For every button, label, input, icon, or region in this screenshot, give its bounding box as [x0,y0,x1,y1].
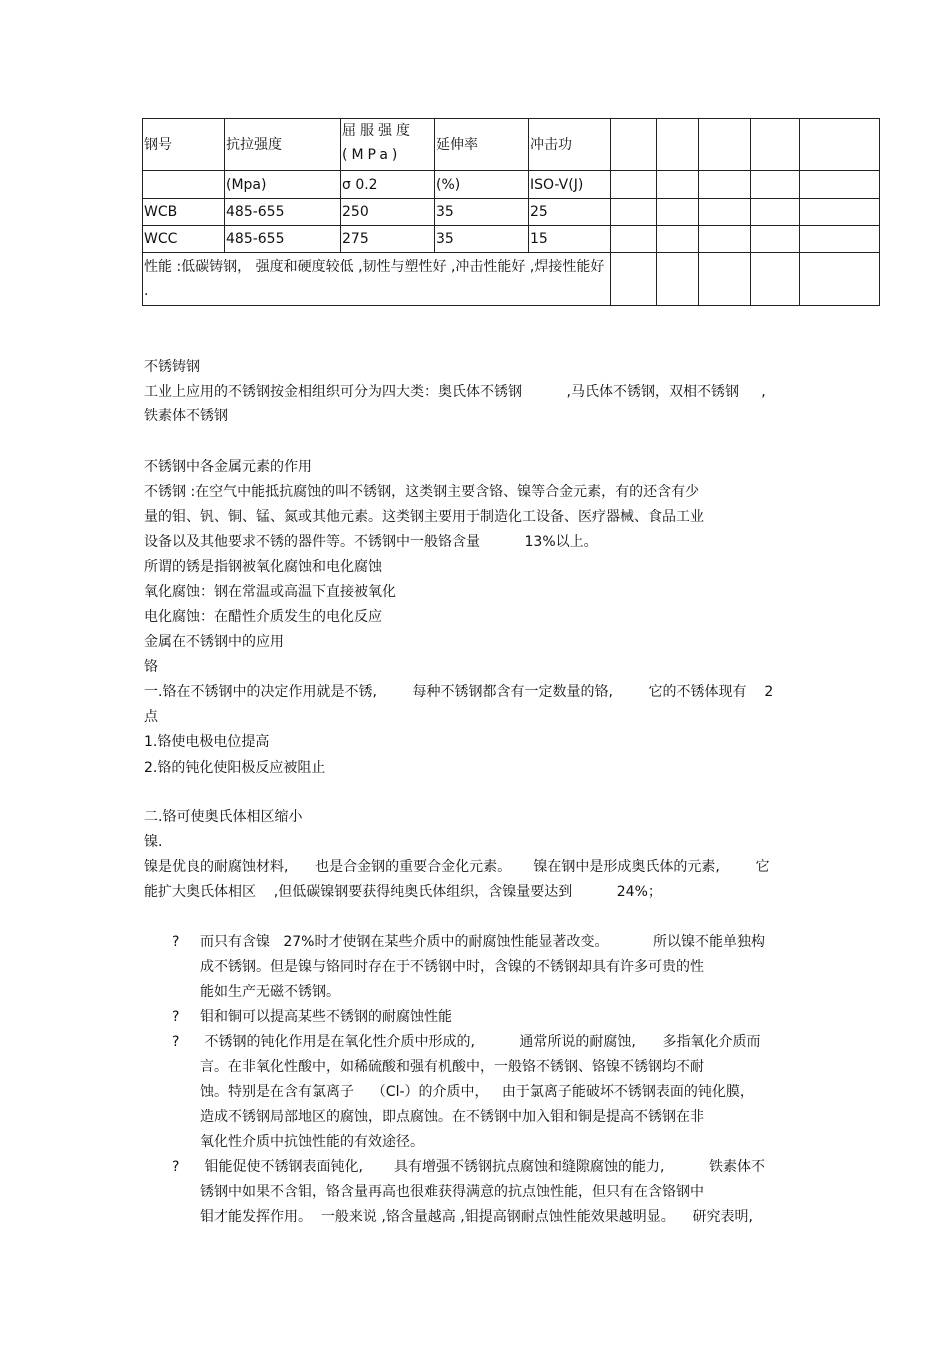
section-title-elements: 不锈钢中各金属元素的作用 [144,459,312,475]
section-title-chromium: 铬 [144,659,158,675]
empty-cell [699,119,751,171]
paragraph-line: 一.铬在不锈钢中的决定作用就是不锈, 每种不锈钢都含有一定数量的铬, 它的不锈体现有 2 [144,684,774,700]
paragraph-line: 电化腐蚀：在醋性介质发生的电化反应 [144,609,382,625]
paragraph-line: 二.铬可使奥氏体相区缩小 [144,809,303,825]
paragraph-line: 所谓的锈是指钢被氧化腐蚀和电化腐蚀 [144,559,382,575]
empty-cell [611,226,657,253]
empty-cell [657,119,699,171]
bullet-line: 不锈钢的钝化作用是在氧化性介质中形成的, 通常所说的耐腐蚀, 多指氧化介质而 [200,1034,761,1050]
header-tensile-strength: 抗拉强度 [225,119,341,171]
bullet-line: 蚀。特别是在含有氯离子 （Cl-）的介质中， 由于氯离子能破坏不锈钢表面的钝化膜， [200,1084,754,1100]
empty-cell [699,171,751,199]
unit-elongation: (%) [435,171,529,199]
empty-cell [657,253,699,306]
paragraph-line: 能扩大奥氏体相区 ,但低碳镍钢要获得纯奥氏体组织，含镍量要达到 24%； [144,884,662,900]
paragraph-line: 点 [144,709,158,725]
bullet-line: 能如生产无磁不锈钢。 [200,984,340,1000]
bullet-line: 而只有含镍 27%时才使钢在某些介质中的耐腐蚀性能显著改变。 所以镍不能单独构 [200,934,765,950]
empty-cell [751,199,800,226]
empty-cell [751,171,800,199]
paragraph-line: 镍是优良的耐腐蚀材料, 也是合金钢的重要合金化元素。 镍在钢中是形成奥氏体的元素, 它 [144,859,770,875]
empty-cell [611,119,657,171]
paragraph-line: 量的钼、钒、铜、锰、氮或其他元素。这类钢主要用于制造化工设备、医疗器械、食品工业 [144,509,704,525]
header-grade: 钢号 [143,119,225,171]
bullet-line: 言。在非氧化性酸中，如稀硫酸和强有机酸中，一般铬不锈钢、铬镍不锈钢均不耐 [200,1059,704,1075]
empty-cell [751,119,800,171]
paragraph-line: 不锈钢 :在空气中能抵抗腐蚀的叫不锈钢，这类钢主要含铬、镍等合金元素，有的还含有少 [144,484,700,500]
empty-cell [800,226,880,253]
paragraph-line: 设备以及其他要求不锈的器件等。不锈钢中一般铬含量 13%以上。 [144,534,598,550]
cell-grade: WCB [143,199,225,226]
section-title-metals-application: 金属在不锈钢中的应用 [144,634,284,650]
bullet-line: 钼才能发挥作用。 一般来说 ,铬含量越高 ,钼提高钢耐点蚀性能效果越明显。 研究表明, [200,1209,753,1225]
performance-note: 性能 :低碳铸钢， 强度和硬度较低 ,韧性与塑性好 ,冲击性能好 ,焊接性能好 . [143,253,611,306]
header-elongation: 延伸率 [435,119,529,171]
cell-yield: 275 [341,226,435,253]
empty-cell [800,171,880,199]
empty-cell [751,226,800,253]
header-impact-energy: 冲击功 [529,119,611,171]
paragraph-line: 氧化腐蚀：钢在常温或高温下直接被氧化 [144,584,396,600]
cell-elongation: 35 [435,226,529,253]
table-header-row-2 [143,171,880,199]
unit-impact: ISO-V(J) [529,171,611,199]
empty-cell [699,226,751,253]
table-header-row-1 [143,119,880,171]
bullet-marker: ? [172,934,180,950]
bullet-marker: ? [172,1034,180,1050]
section-title-stainless-cast-steel: 不锈铸钢 [144,359,200,375]
cell-grade: WCC [143,226,225,253]
bullet-line: 锈钢中如果不含钼，铬含量再高也很难获得满意的抗点蚀性能，但只有在含铬钢中 [200,1184,704,1200]
empty-cell [699,253,751,306]
table-row [143,226,880,253]
cell-impact: 15 [529,226,611,253]
empty-cell [699,199,751,226]
section-title-nickel: 镍. [144,834,163,850]
paragraph-line: 铁素体不锈钢 [144,408,228,424]
header-yield-strength: 屈服强度(MPa) [341,119,435,171]
table-note-row [143,253,880,306]
cell-tensile: 485-655 [225,199,341,226]
paragraph-line: 工业上应用的不锈钢按金相组织可分为四大类：奥氏体不锈钢 ,马氏体不锈钢，双相不锈钢 , [144,384,766,400]
empty-cell [800,199,880,226]
empty-cell [657,171,699,199]
empty-cell [657,226,699,253]
cell-tensile: 485-655 [225,226,341,253]
empty-cell [611,199,657,226]
unit-tensile: (Mpa) [225,171,341,199]
table-row [143,199,880,226]
cell-yield: 250 [341,199,435,226]
empty-cell [611,171,657,199]
bullet-line: 钼和铜可以提高某些不锈钢的耐腐蚀性能 [200,1009,452,1025]
bullet-marker: ? [172,1159,180,1175]
cell-impact: 25 [529,199,611,226]
cell-elongation: 35 [435,199,529,226]
paragraph-line: 1.铬使电极电位提高 [144,734,270,750]
bullet-line: 氧化性介质中抗蚀性能的有效途径。 [200,1134,424,1150]
bullet-marker: ? [172,1009,180,1025]
unit-grade [143,171,225,199]
bullet-line: 成不锈钢。但是镍与铬同时存在于不锈钢中时，含镍的不锈钢却具有许多可贵的性 [200,959,704,975]
empty-cell [800,119,880,171]
unit-yield: σ 0.2 [341,171,435,199]
steel-properties-table [142,118,880,306]
empty-cell [800,253,880,306]
bullet-line: 钼能促使不锈钢表面钝化, 具有增强不锈钢抗点腐蚀和缝隙腐蚀的能力, 铁素体不 [200,1159,766,1175]
bullet-line: 造成不锈钢局部地区的腐蚀，即点腐蚀。在不锈钢中加入钼和铜是提高不锈钢在非 [200,1109,704,1125]
empty-cell [657,199,699,226]
paragraph-line: 2.铬的钝化使阳极反应被阻止 [144,760,326,776]
empty-cell [751,253,800,306]
empty-cell [611,253,657,306]
